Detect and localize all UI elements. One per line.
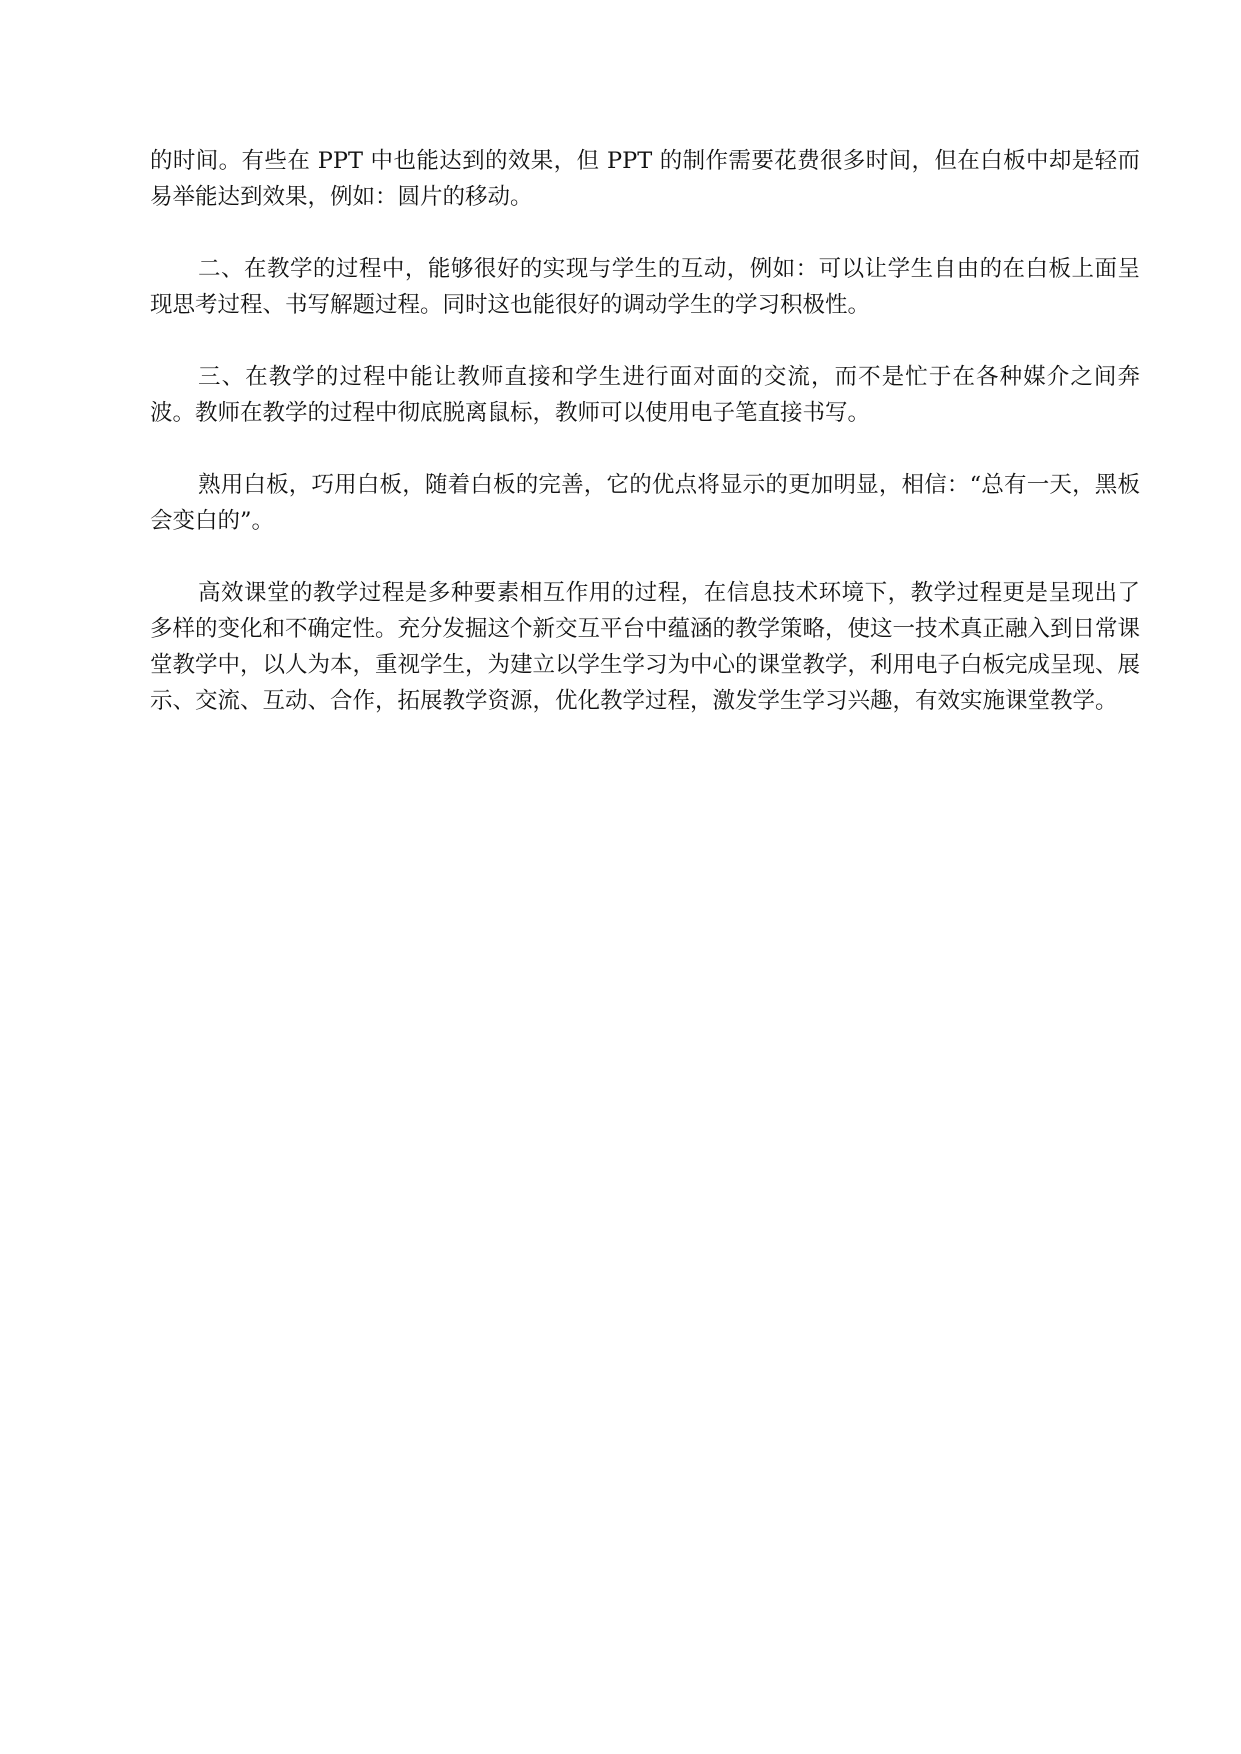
paragraph-continuation: 的时间。有些在 PPT 中也能达到的效果，但 PPT 的制作需要花费很多时间，但在白板中却是轻而易举能达到效果，例如：圆片的移动。 [150, 148, 1140, 210]
paragraph-whiteboard-summary: 熟用白板，巧用白板，随着白板的完善，它的优点将显示的更加明显，相信：“总有一天，黑板会变白的”。 [150, 472, 1140, 534]
paragraph-point-three: 三、在教学的过程中能让教师直接和学生进行面对面的交流，而不是忙于在各种媒介之间奔波。教师在教学的过程中彻底脱离鼠标，教师可以使用电子笔直接书写。 [150, 364, 1140, 426]
paragraph-point-two: 二、在教学的过程中，能够很好的实现与学生的互动，例如：可以让学生自由的在白板上面呈现思考过程、书写解题过程。同时这也能很好的调动学生的学习积极性。 [150, 256, 1140, 318]
document-body [150, 143, 1140, 755]
paragraph-conclusion: 高效课堂的教学过程是多种要素相互作用的过程，在信息技术环境下，教学过程更是呈现出了多样的变化和不确定性。充分发掘这个新交互平台中蕴涵的教学策略，使这一技术真正融入到日常课堂教学中，以人为本，重视学生，为建立以学生学习为中心的课堂教学，利用电子白板完成呈现、展示、交流、互动、合作，拓展教学资源，优化教学过程，激发学生学习兴趣，有效实施课堂教学。 [150, 580, 1141, 714]
